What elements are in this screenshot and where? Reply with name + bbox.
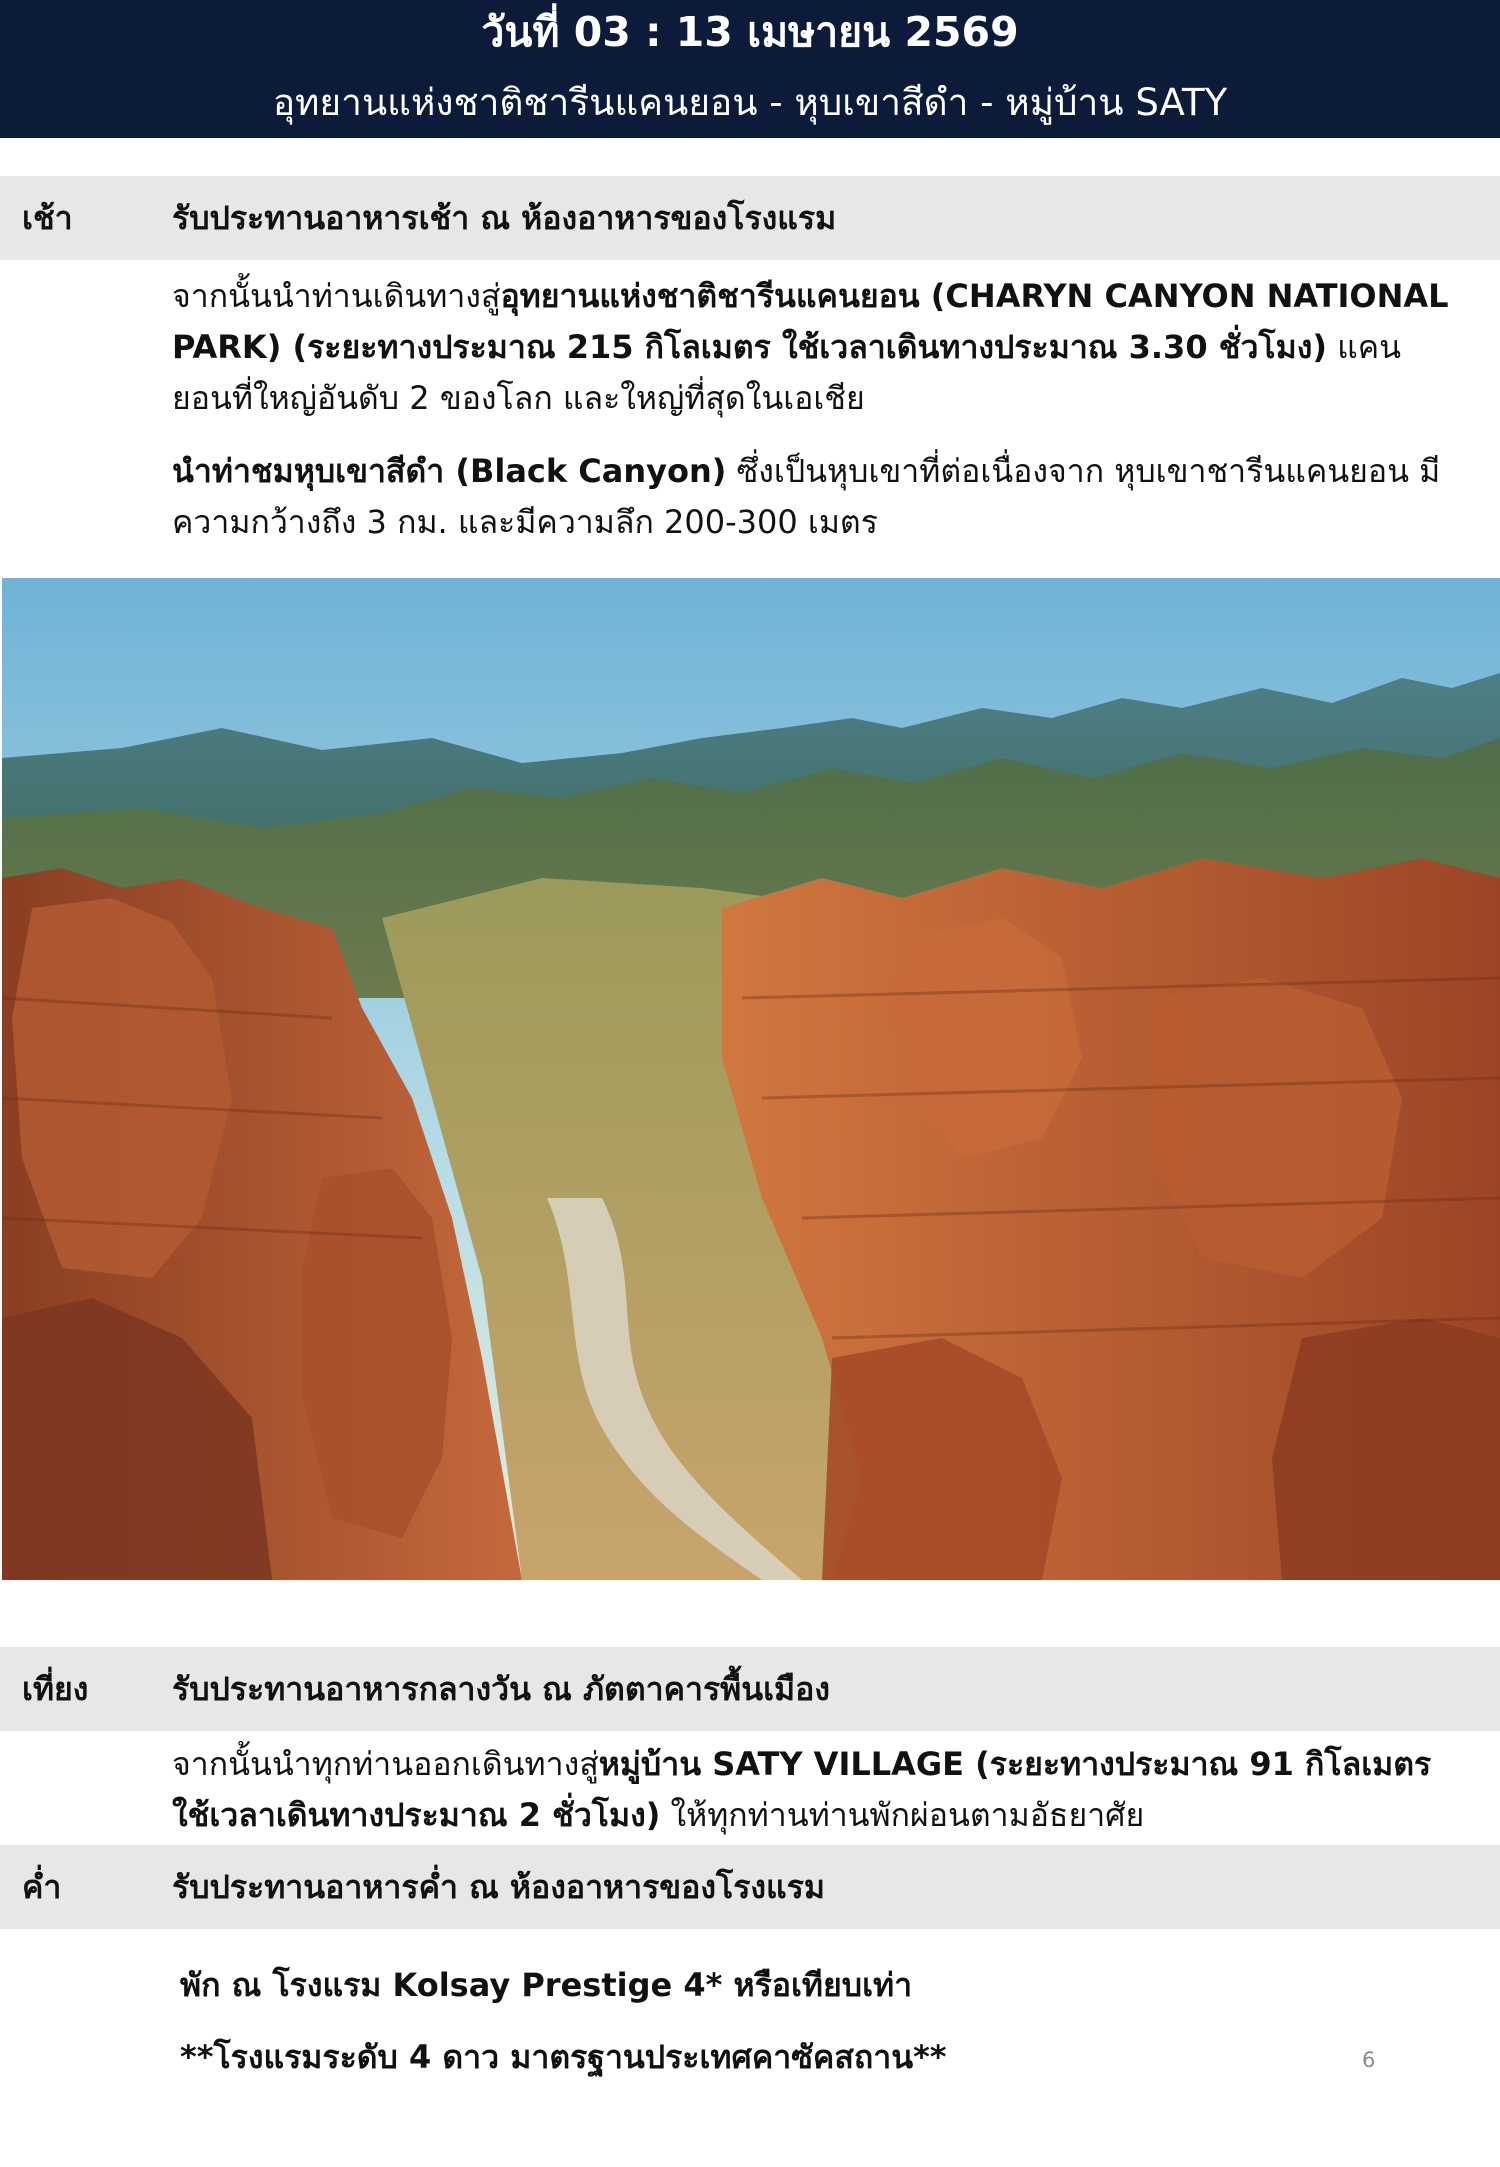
charyn-suffix: แคนยอนที่ใหญ่อันดับ 2 ของโลก และใหญ่ที่สุดในเอเชีย bbox=[172, 328, 1402, 417]
saty-bold: หมู่บ้าน SATY VILLAGE (ระยะทางประมาณ 91 กิโลเมตร ใช้เวลาเดินทางประมาณ 2 ชั่วโมง) bbox=[172, 1745, 1432, 1834]
lunch-label: เที่ยง bbox=[22, 1670, 89, 1708]
dinner-text: รับประทานอาหารค่ำ ณ ห้องอาหารของโรงแรม bbox=[172, 1868, 825, 1906]
breakfast-label: เช้า bbox=[22, 199, 73, 237]
saty-prefix: จากนั้นนำทุกท่านออกเดินทางสู่ bbox=[172, 1745, 599, 1783]
hotel-line: พัก ณ โรงแรม Kolsay Prestige 4* หรือเทียบเท่า bbox=[180, 1966, 913, 2004]
day-route: อุทยานแห่งชาติชารีนแคนยอน - หุบเขาสีดำ - หมู่บ้าน SATY bbox=[272, 81, 1228, 124]
day-header bbox=[0, 0, 1500, 138]
dinner-label: ค่ำ bbox=[22, 1868, 62, 1906]
charyn-prefix: จากนั้นนำท่านเดินทางสู่ bbox=[172, 277, 501, 315]
hotel-standard-note: **โรงแรมระดับ 4 ดาว มาตรฐานประเทศคาซัคสถาน** bbox=[180, 2038, 947, 2076]
day-title: วันที่ 03 : 13 เมษายน 2569 bbox=[481, 8, 1019, 56]
page-number: 6 bbox=[1362, 2048, 1376, 2072]
black-canyon-paragraph bbox=[172, 446, 1452, 548]
canyon-landscape-photo bbox=[2, 578, 1500, 1580]
black-canyon-bold: นำท่าชมหุบเขาสีดำ (Black Canyon) bbox=[172, 452, 727, 490]
saty-paragraph bbox=[172, 1739, 1452, 1841]
lunch-bar bbox=[0, 1647, 1500, 1731]
charyn-paragraph bbox=[172, 271, 1452, 424]
lunch-text: รับประทานอาหารกลางวัน ณ ภัตตาคารพื้นเมือง bbox=[172, 1670, 830, 1708]
dinner-bar bbox=[0, 1845, 1500, 1929]
saty-suffix: ให้ทุกท่านท่านพักผ่อนตามอัธยาศัย bbox=[660, 1796, 1145, 1834]
charyn-bold: อุทยานแห่งชาติชารีนแคนยอน (CHARYN CANYON NATIONAL PARK) (ระยะทางประมาณ 215 กิโลเมตร ใช้เวลาเดินทางประมาณ 3.30 ชั่วโมง) bbox=[172, 277, 1449, 366]
black-canyon-text: ซึ่งเป็นหุบเขาที่ต่อเนื่องจาก หุบเขาชารีนแคนยอน มีความกว้างถึง 3 กม. และมีความลึก 200-300 เมตร bbox=[172, 452, 1441, 541]
breakfast-bar bbox=[0, 176, 1500, 260]
breakfast-text: รับประทานอาหารเช้า ณ ห้องอาหารของโรงแรม bbox=[172, 199, 837, 237]
